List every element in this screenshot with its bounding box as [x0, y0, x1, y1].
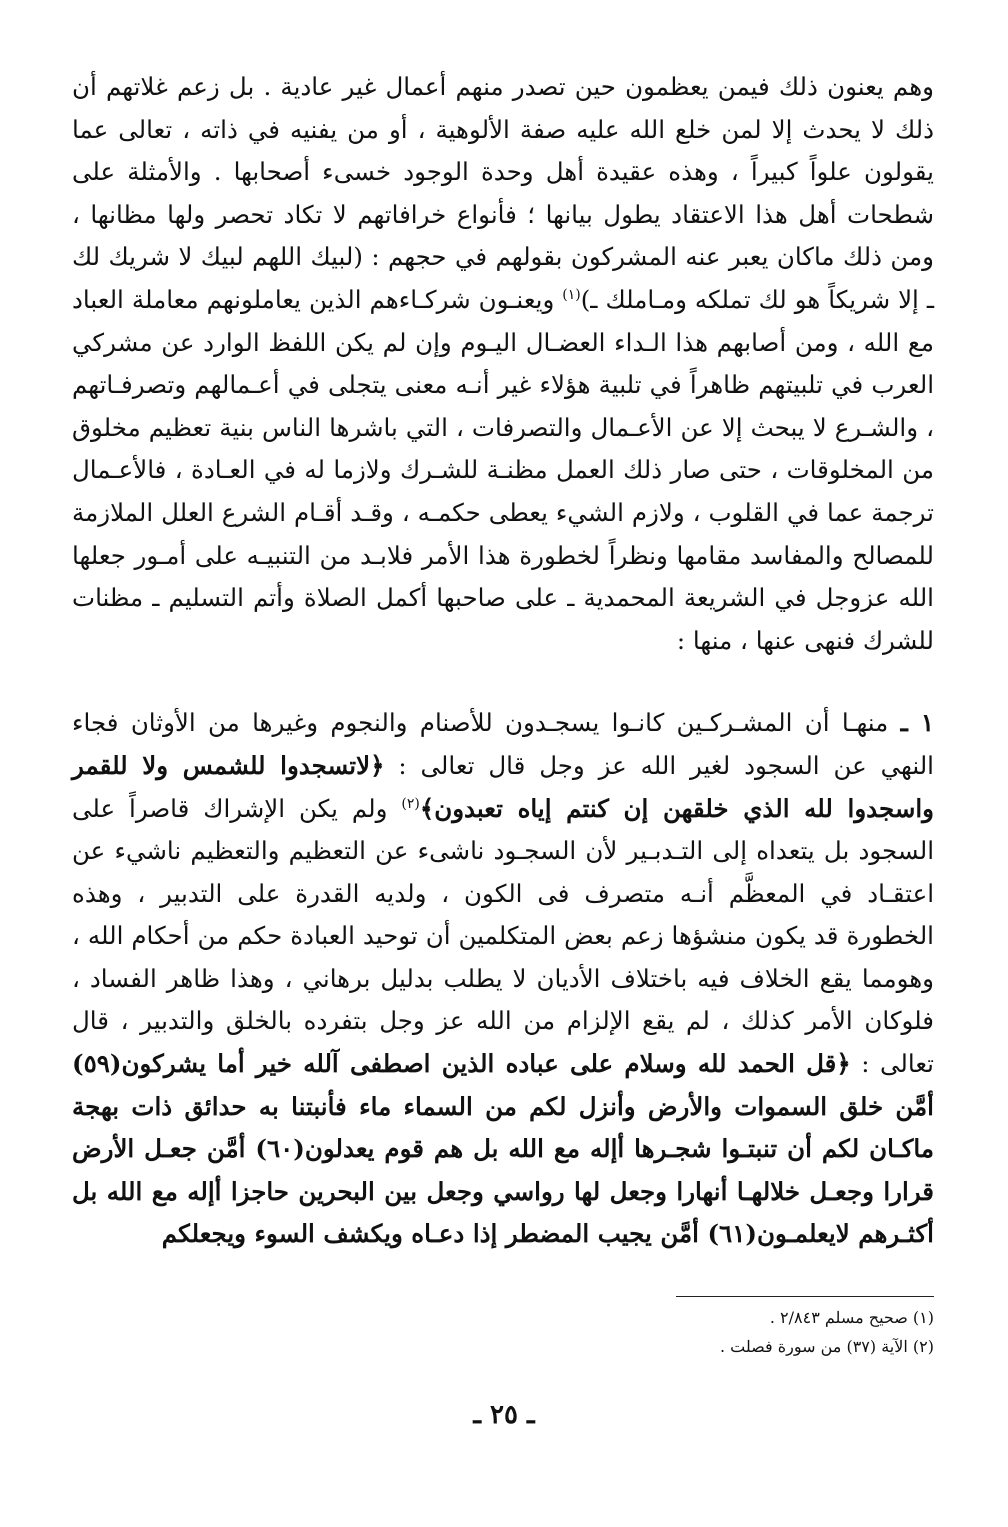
paragraph-2-text-a: منهـا أن المشـركـين كانـوا يسجـدون للأصنام والنجوم وغيرها من الأوثان فجاء النهي عن السجود لغير الله عز وجل قال تعالى : [72, 708, 934, 780]
footnote-2: (٢) الآية (٣٧) من سورة فصلت . [719, 1337, 934, 1356]
paragraph-2 [72, 702, 934, 1256]
footnote-marker-2: (٢) [401, 795, 420, 812]
page-number: ـ ٢٥ ـ [473, 1400, 535, 1430]
quran-verse-2: ﴿قل الحمد لله وسلام على عباده الذين اصطفى آلله خير أما يشركون(٥٩) أمَّن خلق السموات والأرض وأنزل لكم من السماء ماء فأنبتنا به حدائق ذات بهجة ماكـان لكم أن تنبتـوا شجـرها أإله مع الله بل هم قوم يعدلون(٦٠) أمَّن جعـل الأرض قرارا وجعـل خلالهـا أنهارا وجعل لها رواسي وجعل بين البحرين حاجزا أإله مع الله بل أكثـرهم لايعلمـون(٦١) أمَّن يجيب المضطر إذا دعـاه ويكشف السوء ويجعلكم [72, 1049, 934, 1249]
footnote-1: (١) صحيح مسلم ٢/٨٤٣ . [769, 1308, 934, 1327]
page-body [72, 66, 934, 1256]
quran-verse-1: ﴿لاتسجدوا للشمس ولا للقمر واسجدوا لله الذي خلقهن إن كنتم إياه تعبدون﴾ [72, 750, 934, 823]
footnote-marker-1: (١) [562, 286, 581, 303]
paragraph-1-text-a: وهم يعنون ذلك فيمن يعظمون حين تصدر منهم أعمال غير عادية . بل زعم غلاتهم أن ذلك لا يحدث إلا لمن خلع الله عليه صفة الألوهية ، أو من يفنيه في ذاته ، تعالى عما يقولون علواً كبيراً ، وهذه عقيدة أهل وحدة الوجود خسىء أصحابها . والأمثلة على شطحات أهل هذا الاعتقاد يطول بيانها ؛ فأنواع خرافاتهم لا تكاد تحصر ولها مظانها ، ومن ذلك ماكان يعبر عنه المشركون بقولهم في حجهم : (لبيك اللهم لبيك لا شريك لك ـ إلا شريكاً هو لك تملكه ومـاملك ـ) [72, 72, 935, 314]
list-item-number: ١ ـ [900, 708, 934, 738]
paragraph-2-text-b: ولم يكن الإشراك قاصراً على السجود بل يتعداه إلى التـدبـير لأن السجـود ناشىء عن التعظيم والتعظيم ناشيء عن اعتقـاد في المعظَّم أنـه متصرف فى الكون ، ولديه القدرة على التدبير ، وهذه الخطورة قد يكون منشؤها زعم بعض المتكلمين أن توحيد العبادة حكم من أحكام الله ، وهومما يقع الخلاف فيه باختلاف الأديان لا يطلب بدليل برهاني ، وهذا ظاهر الفساد ، فلوكان الأمر كذلك ، لم يقع الإلزام من الله عز وجل بتفرده بالخلق والتدبير ، قال تعالى : [72, 793, 934, 1079]
paragraph-1-text-b: ويعنـون شركـاءهم الذين يعاملونهم معاملة العباد مع الله ، ومن أصابهم هذا الـداء العضـال اليـوم وإن لم يكن اللفظ الوارد عن مشركي العرب في تلبيتهم ظاهراً في تلبية هؤلاء غير أنـه معنى يتجلى في أعـمالهم وتصرفـاتهم ، والشـرع لا يبحث إلا عن الأعـمال والتصرفات ، التي باشرها الناس بنية تعظيم مخلوق من المخلوقات ، حتى صار ذلك العمل مظنـة للشـرك ولازما له في العـادة ، فالأعـمال ترجمة عما في القلوب ، ولازم الشيء يعطى حكمـه ، وقـد أقـام الشرع العلل الملازمة للمصالح والمفاسد مقامها ونظراً لخطورة هذا الأمر فلابـد من التنبيـه على أمـور جعلها الله عزوجل في الشريعة المحمدية ـ على صاحبها أكمل الصلاة وأتم التسليم ـ مظنات للشرك فنهى عنها ، منها : [72, 284, 934, 655]
footnotes-section [634, 1296, 934, 1361]
footnote-divider [676, 1296, 934, 1297]
paragraph-1 [72, 66, 934, 662]
